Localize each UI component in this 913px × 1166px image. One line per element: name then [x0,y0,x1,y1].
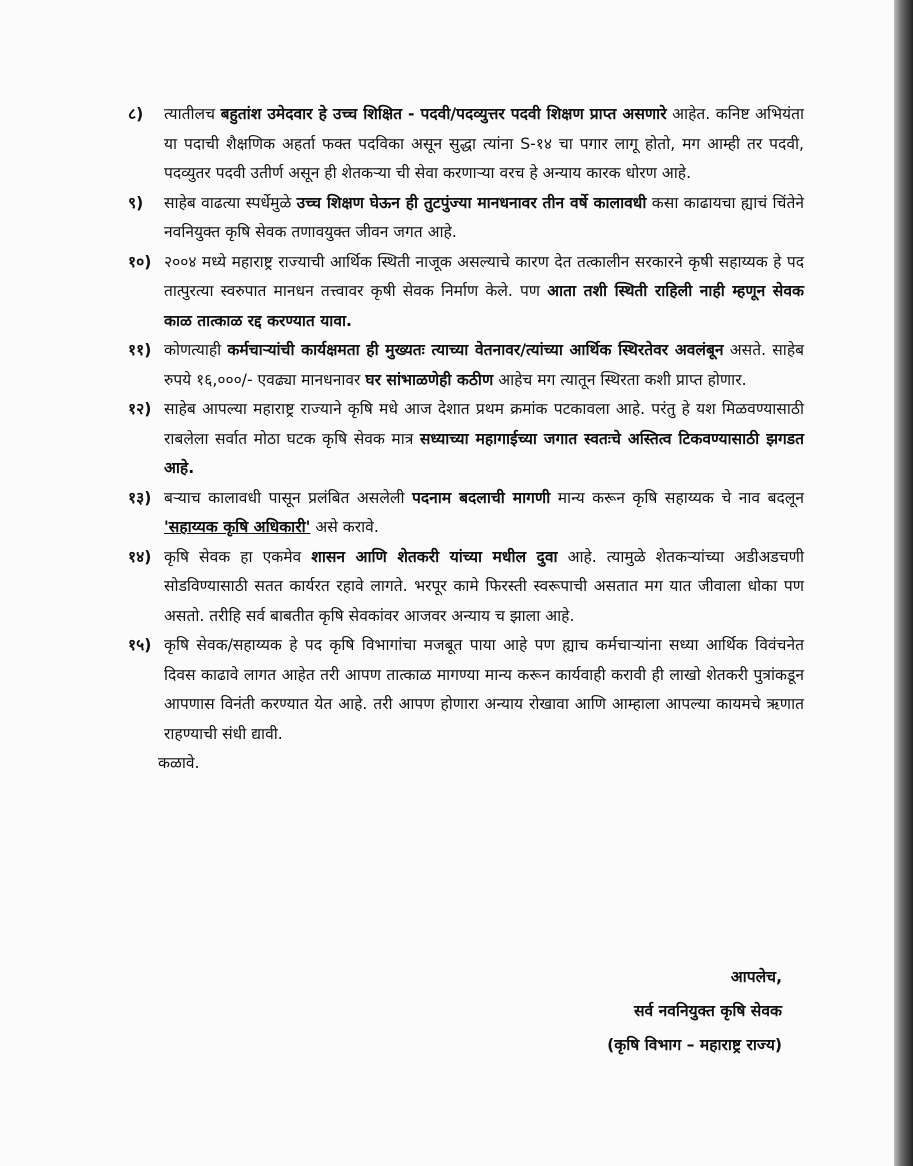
list-item [128,189,804,248]
emphasized-text: बहुतांश उमेदवार हे उच्च शिक्षित - पदवी/पदव्युत्तर पदवी शिक्षण प्राप्त असणारे [220,105,667,123]
item-number: ११) [128,341,152,359]
item-text: बऱ्याच कालावधी पासून प्रलंबित असलेली [164,488,412,507]
emphasized-text: कर्मचाऱ्यांची कार्यक्षमता ही मुख्यतः त्याच्या वेतनावर/त्यांच्या आर्थिक स्थिरतेवर अवलंबून [227,341,724,359]
emphasized-text: पदनाम बदलाची मागणी [412,488,551,507]
item-text: मान्य करून कृषि सहाय्यक चे नाव बदलून [550,488,804,507]
item-text: साहेब वाढत्या स्पर्धेमुळे [164,193,297,212]
item-text: २००४ मध्ये महाराष्ट्र राज्याची आर्थिक स्थिती नाजूक असल्याचे कारण देत तत्कालीन सरकारने कृषी सहाय्यक हे पद तात्पुरत्या स्वरुपात मानधन तत्त्वावर कृषी सेवक निर्माण केले. पण [164,252,804,300]
item-text: त्यातीलच [164,105,221,123]
page-edge-shadow [894,0,913,1166]
emphasized-text: शासन आणि शेतकरी यांच्या मधील दुवा [311,547,558,566]
list-item [128,631,804,749]
emphasized-text: उच्च शिक्षण घेऊन ही तुटपुंज्या मानधनावर तीन वर्षे कालावधी [296,193,647,212]
item-text: आहेत. कनिष्ट अभियंता या पदाची शैक्षणिक अहर्ता फक्त पदविका असून सुद्धा त्यांना S-१४ चा पगार लागू होतो, मग आम्ही तर पदवी, पदव्युतर पदवी उतीर्ण असून ही शेतकऱ्या ची सेवा करणाऱ्या वरच हे अन्याय कारक धोरण आहे. [164,105,804,182]
item-text: असे करावे. [310,518,379,536]
item-text: कसा काढायचा ह्याचं चिंतेने नवनियुक्त कृषि सेवक तणावयुक्त जीवन जगत आहे. [164,193,804,241]
item-text: कृषि सेवक/सहाय्यक हे पद कृषि विभागांचा मजबूत पाया आहे पण ह्याच कर्मचाऱ्यांना सध्या आर्थिक विवंचनेत दिवस काढावे लागत आहेत तरी आपण तात्काळ मागण्या मान्य करून कार्यवाही करावी ही लाखो शेतकरी पुत्रांकडून आपणास विनंती करण्यात येत आहे. तरी आपण होणारा अन्याय रोखावा आणि आम्हाला आपल्या कायमचे ऋणात राहण्याची संधी द्यावी. [164,636,804,743]
emphasized-text: 'सहाय्यक कृषि अधिकारी' [164,518,311,536]
signature-block [607,960,782,1062]
item-text: आहे. त्यामुळे शेतकऱ्यांच्या अडीअडचणी सोडविण्यासाठी सतत कार्यरत रहावे लागते. भरपूर कामे फिरस्ती स्वरूपाची असतात मग यात जीवाला धोका पण असतो. तरीहि सर्व बाबतीत कृषि सेवकांवर आजवर अन्याय च झाला आहे. [164,547,804,625]
item-number: १०) [128,252,152,271]
list-item [128,395,804,484]
emphasized-text: घर सांभाळणेही कठीण [365,370,494,389]
item-number: १२) [128,400,152,418]
item-number: ८) [128,105,144,123]
item-number: ९) [128,193,144,212]
list-item [128,248,804,337]
signature-department: (कृषि विभाग – महाराष्ट्र राज्य) [607,1036,782,1054]
item-number: १४) [128,547,152,566]
signature-salutation: आपलेच, [730,968,782,986]
item-text: कृषि सेवक हा एकमेव [164,547,312,566]
list-item [128,543,804,632]
demands-list [128,100,804,749]
list-item [128,100,804,189]
item-text: असते. साहेब रुपये १६,०००/- एवढ्या मानधनावर [164,341,805,389]
item-text: आहेच मग त्यातून स्थिरता कशी प्राप्त होणार. [493,370,747,389]
signature-sender: सर्व नवनियुक्त कृषि सेवक [633,1002,782,1020]
item-text: साहेब आपल्या महाराष्ट्र राज्याने कृषि मधे आज देशात प्रथम क्रमांक पटकावला आहे. परंतु हे यश मिळवण्यासाठी राबलेला सर्वात मोठा घटक कृषि सेवक मात्र [164,400,804,448]
item-number: १५) [128,636,152,654]
emphasized-text: सध्याच्या महागाईच्या जगात स्वतःचे अस्तित्व टिकवण्यासाठी झगडत आहे. [164,429,804,477]
item-number: १३) [128,488,152,507]
emphasized-text: आता तशी स्थिती राहिली नाही म्हणून सेवक काळ तात्काळ रद्द करण्यात यावा. [164,282,804,330]
list-item [128,336,804,395]
letter-body [128,100,804,779]
item-text: कोणत्याही [164,341,228,359]
closing-text: कळावे. [158,754,200,772]
list-item [128,484,804,543]
